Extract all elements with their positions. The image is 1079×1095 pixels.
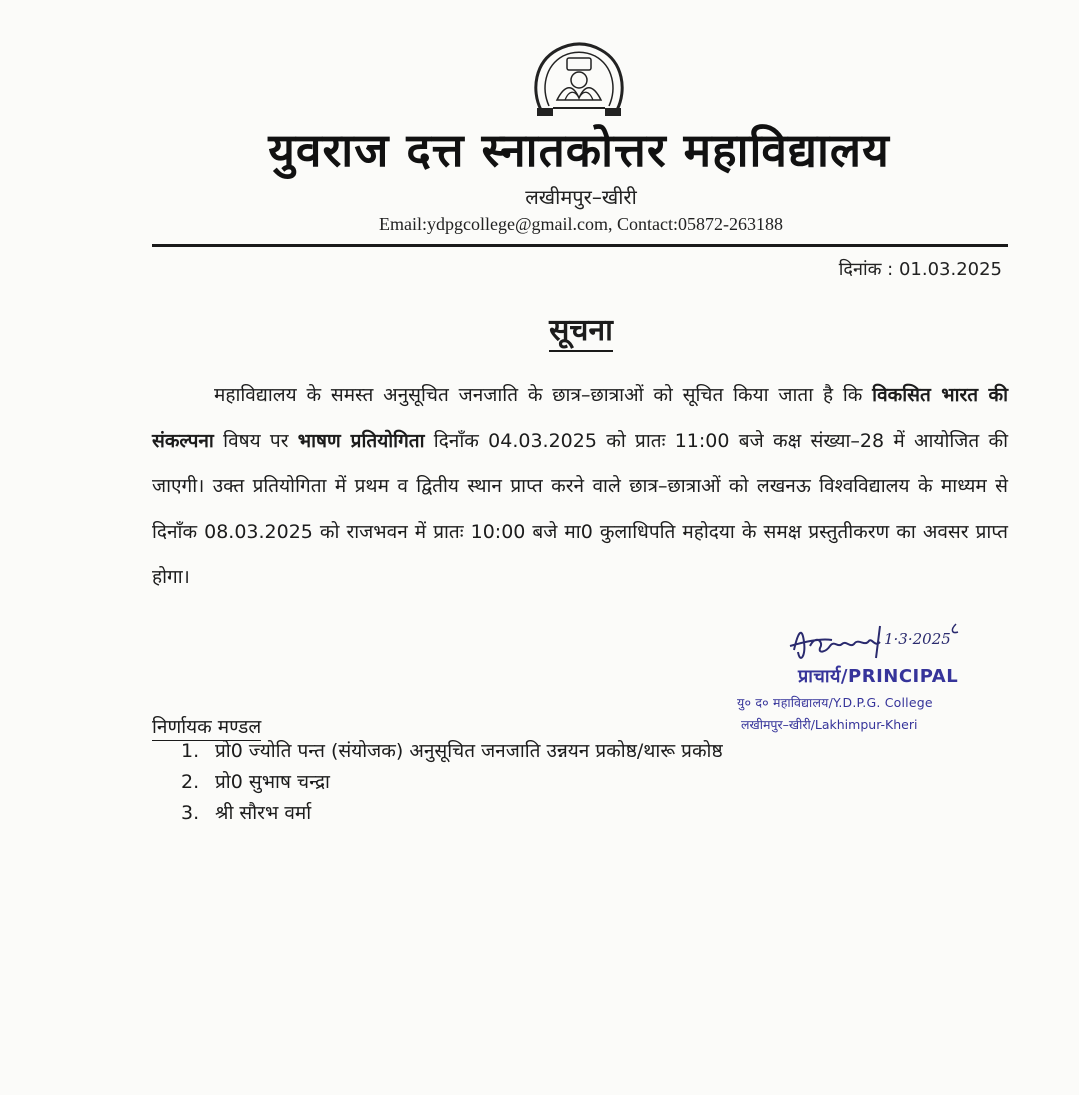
body-event-bold: भाषण प्रतियोगिता xyxy=(297,429,425,452)
svg-text:1·3·2025: 1·3·2025 xyxy=(884,630,951,648)
notice-body xyxy=(152,373,1008,601)
list-item-text: प्रो0 सुभाष चन्द्रा xyxy=(215,771,330,793)
list-item xyxy=(181,767,723,798)
principal-stamp-title: प्राचार्य/PRINCIPAL xyxy=(798,666,959,687)
list-item-number: 3. xyxy=(181,802,200,824)
list-item-text: श्री सौरभ वर्मा xyxy=(215,802,312,824)
notice-heading xyxy=(0,308,1079,349)
list-item-text: प्रो0 ज्योति पन्त (संयोजक) अनुसूचित जनजाति उन्नयन प्रकोष्ठ/थारू प्रकोष्ठ xyxy=(215,740,723,762)
college-emblem-logo xyxy=(527,40,631,118)
notice-heading-text: सूचना xyxy=(549,313,613,352)
body-part-3: दिनाँक 04.03.2025 को प्रातः 11:00 बजे कक्ष संख्या–28 में आयोजित की जाएगी। उक्त प्रतियोगिता में प्रथम व द्वितीय स्थान प्राप्त करने वाले छात्र–छात्राओं को लखनऊ विश्वविद्यालय के माध्यम से दिनाँक 08.03.2025 को राजभवन में प्रातः 10:00 बजे मा0 कुलाधिपति महोदया के समक्ष प्रस्तुतीकरण का अवसर प्राप्त होगा। xyxy=(152,429,1009,588)
jury-panel-heading: निर्णायक मण्डल xyxy=(152,713,261,741)
list-item-number: 1. xyxy=(181,740,200,762)
jury-panel-list xyxy=(181,736,723,829)
body-topic-bold: विकसित भारत की संकल्पना xyxy=(152,384,1008,452)
body-part-1: महाविद्यालय के समस्त अनुसूचित जनजाति के छात्र–छात्राओं को सूचित किया जाता है कि xyxy=(214,384,873,406)
list-item xyxy=(181,736,723,767)
body-part-2: विषय पर xyxy=(213,429,298,452)
header-divider xyxy=(152,244,1008,247)
college-location: लखीमपुर–खीरी xyxy=(525,185,637,209)
list-item xyxy=(181,798,723,829)
contact-line: Email:ydpgcollege@gmail.com, Contact:05872-263188 xyxy=(379,214,783,234)
principal-stamp-place: लखीमपुर–खीरी/Lakhimpur-Kheri xyxy=(741,717,918,732)
list-item-number: 2. xyxy=(181,771,200,793)
principal-stamp-college: यु० द० महाविद्यालय/Y.D.P.G. College xyxy=(737,695,933,710)
college-name-title: युवराज दत्त स्नातकोत्तर महाविद्यालय xyxy=(268,123,890,177)
notice-date: दिनांक : 01.03.2025 xyxy=(838,259,1002,280)
